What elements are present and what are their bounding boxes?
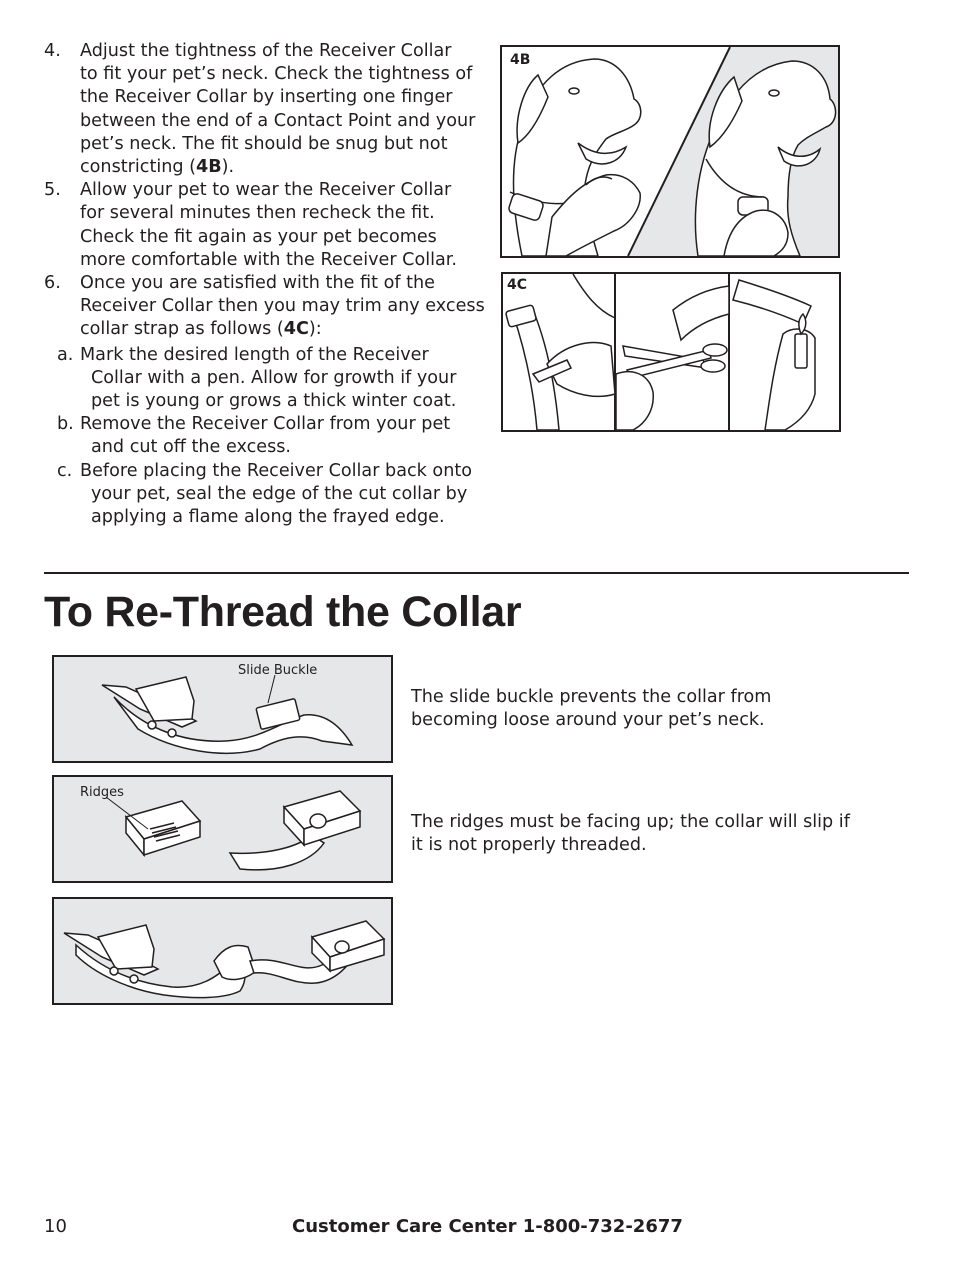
step-6 <box>44 272 494 342</box>
slide-buckle-callout: Slide Buckle <box>238 663 318 678</box>
customer-care-line: Customer Care Center 1-800-732-2677 <box>292 1216 683 1237</box>
figure-reference: 4B <box>196 157 222 178</box>
step-line: Receiver Collar then you may trim any excess <box>80 296 485 317</box>
slide-buckle-description <box>411 686 881 732</box>
substep-line: Before placing the Receiver Collar back onto <box>80 460 473 481</box>
figure-4b <box>500 45 840 258</box>
substep-line: Mark the desired length of the Receiver <box>80 344 429 365</box>
step-5 <box>44 179 494 272</box>
instruction-steps <box>44 40 494 529</box>
figure-label: 4C <box>507 277 528 293</box>
step-line: between the end of a Contact Point and your <box>80 110 476 131</box>
figure-label: 4B <box>510 52 531 68</box>
step-line: for several minutes then recheck the fit. <box>80 203 435 224</box>
ridges-description <box>411 811 881 857</box>
substep-line: Remove the Receiver Collar from your pet <box>80 414 451 435</box>
paragraph-line: The slide buckle prevents the collar from <box>411 687 772 707</box>
step-line: more comfortable with the Receiver Collar. <box>80 249 457 270</box>
step-text: constricting ( <box>80 157 197 178</box>
substep-c <box>44 460 494 530</box>
collar-trim-illustration <box>503 274 839 430</box>
step-text: ): <box>308 319 322 340</box>
step-line: Allow your pet to wear the Receiver Collar <box>80 180 452 201</box>
step-line <box>80 318 494 341</box>
step-text: ). <box>221 157 235 178</box>
slide-buckle-illustration <box>54 657 391 761</box>
ridges-callout: Ridges <box>80 785 124 800</box>
figure-slide-buckle <box>52 655 393 763</box>
step-line: the Receiver Collar by inserting one finger <box>80 87 453 108</box>
threaded-collar-illustration <box>54 899 391 1003</box>
section-divider <box>44 572 909 574</box>
section-heading: To Re-Thread the Collar <box>44 588 522 636</box>
figure-4c <box>501 272 841 432</box>
paragraph-line: becoming loose around your pet’s neck. <box>411 710 765 731</box>
substep-a <box>44 344 494 414</box>
step-number: 4. <box>44 41 61 61</box>
step-line <box>80 156 494 179</box>
substep-letter: c. <box>57 460 73 481</box>
substep-list <box>44 344 494 530</box>
substep-line: applying a flame along the frayed edge. <box>91 507 445 528</box>
dog-collar-fit-illustration <box>502 47 838 256</box>
substep-b <box>44 413 494 459</box>
paragraph-line: it is not properly threaded. <box>411 835 647 856</box>
substep-line: your pet, seal the edge of the cut collar by <box>91 483 468 504</box>
step-4 <box>44 40 494 179</box>
substep-letter: a. <box>57 344 74 365</box>
step-text: collar strap as follows ( <box>80 319 284 340</box>
figure-threaded-collar <box>52 897 393 1005</box>
step-line: to fit your pet’s neck. Check the tightness of <box>80 64 473 85</box>
substep-line: Collar with a pen. Allow for growth if your <box>91 367 457 388</box>
page-number: 10 <box>44 1216 67 1237</box>
step-line: Once you are satisfied with the fit of the <box>80 273 436 294</box>
step-number: 6. <box>44 273 61 294</box>
ridges-illustration <box>54 777 391 881</box>
substep-line: pet is young or grows a thick winter coat. <box>91 391 457 412</box>
figure-reference: 4C <box>283 319 309 340</box>
step-line: pet’s neck. The fit should be snug but not <box>80 133 448 154</box>
step-line: Adjust the tightness of the Receiver Collar <box>80 41 452 61</box>
substep-line: and cut off the excess. <box>91 437 291 458</box>
step-line: Check the fit again as your pet becomes <box>80 226 437 247</box>
paragraph-line: The ridges must be facing up; the collar will slip if <box>411 812 850 832</box>
figure-ridges <box>52 775 393 883</box>
substep-letter: b. <box>57 414 74 435</box>
step-number: 5. <box>44 180 61 201</box>
